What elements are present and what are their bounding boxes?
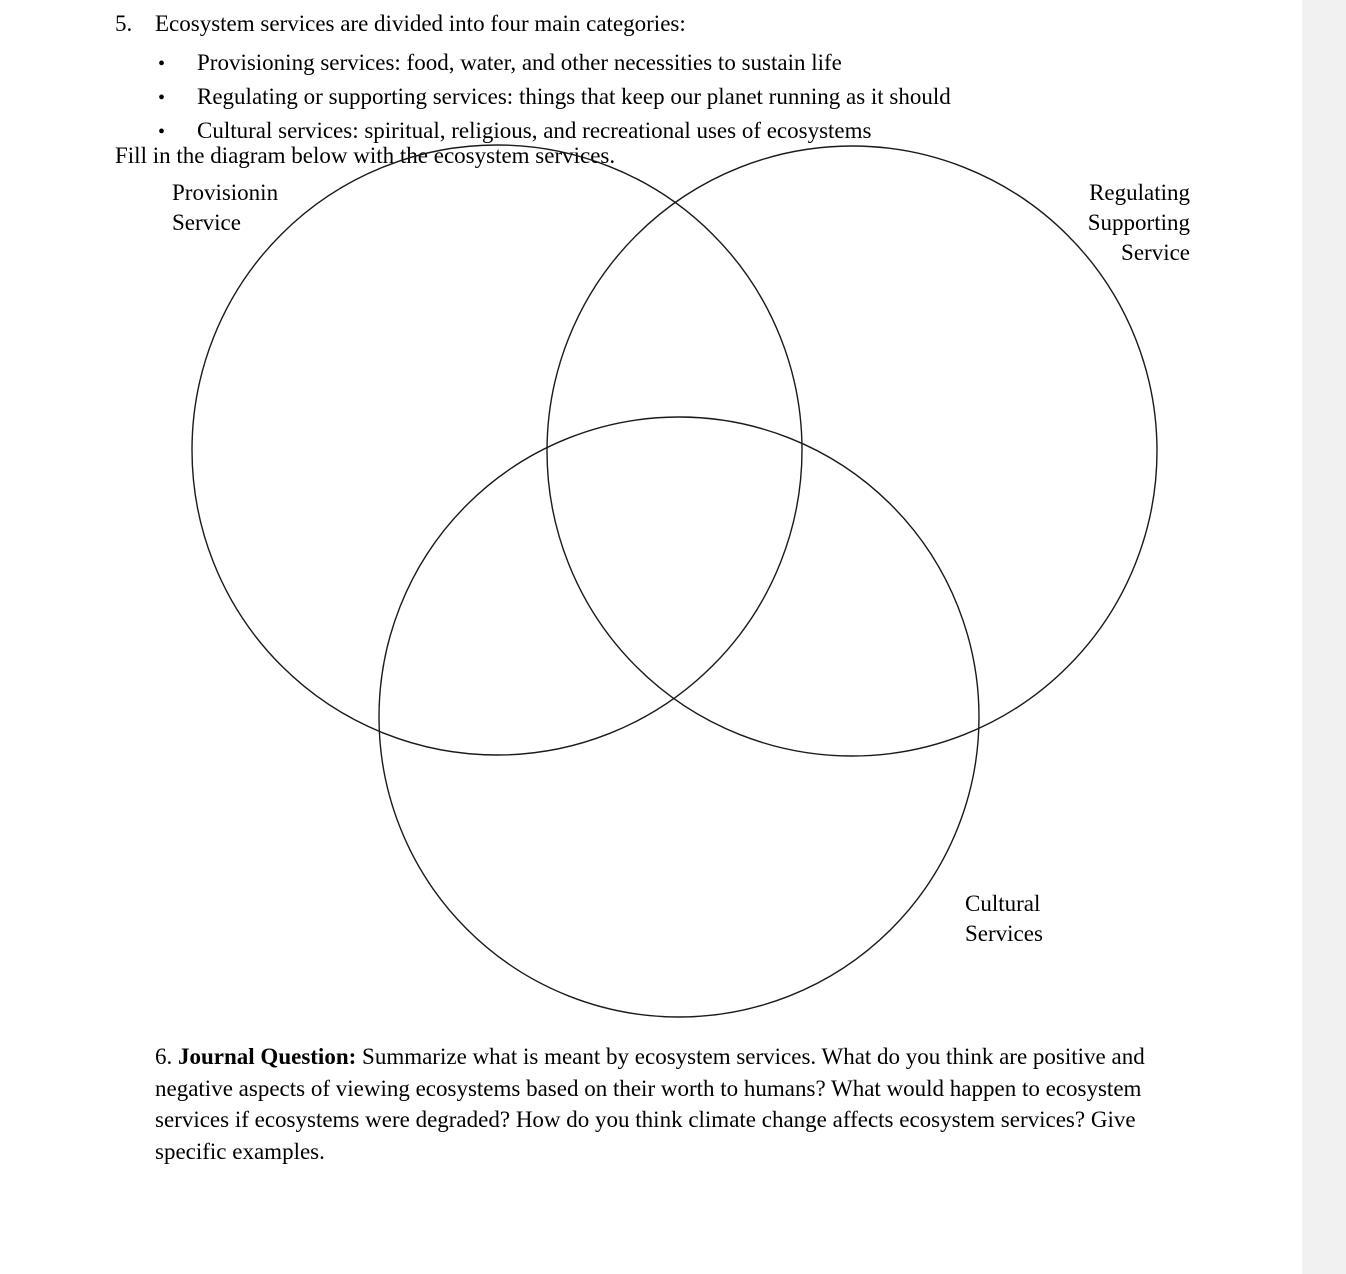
bullet-text-provisioning: Provisioning services: food, water, and other necessities to sustain life xyxy=(197,50,842,75)
venn-label-provisioning xyxy=(172,178,278,238)
journal-question-paragraph xyxy=(155,1041,1197,1167)
bullet-text-regulating: Regulating or supporting services: things that keep our planet running as it should xyxy=(197,84,951,109)
venn-label-cultural-line2: Services xyxy=(965,921,1043,946)
journal-question-text: Summarize what is meant by ecosystem services. What do you think are positive and negative aspects of viewing ecosystems based on their worth to humans? What would happen to ecosystem services if ecosystems were degraded? How do you think climate change affects ecosystem services? Give specific examples. xyxy=(155,1044,1145,1164)
venn-label-cultural xyxy=(965,889,1043,949)
venn-label-regulating xyxy=(1088,178,1190,268)
item5-number: 5. xyxy=(115,11,133,36)
venn-label-regulating-line1: Regulating xyxy=(1089,180,1190,205)
bullet-text-cultural: Cultural services: spiritual, religious, and recreational uses of ecosystems xyxy=(197,118,872,143)
venn-circle-cultural xyxy=(379,417,979,1017)
item5-heading-text: Ecosystem services are divided into four main categories: xyxy=(155,11,686,36)
venn-label-cultural-line1: Cultural xyxy=(965,891,1041,916)
page-edge-strip xyxy=(1302,0,1346,1274)
bullet-icon: • xyxy=(158,53,166,75)
venn-circle-regulating xyxy=(547,146,1157,756)
fill-instruction: Fill in the diagram below with the ecosystem services. xyxy=(115,143,616,168)
bullet-icon: • xyxy=(158,121,166,143)
venn-label-regulating-line2: Supporting xyxy=(1087,210,1190,235)
item6-number: 6. xyxy=(155,1044,173,1069)
venn-label-regulating-line3: Service xyxy=(1121,240,1190,265)
bullet-icon: • xyxy=(158,87,166,109)
venn-label-provisioning-line2: Service xyxy=(172,210,241,235)
venn-label-provisioning-line1: Provisionin xyxy=(172,180,279,205)
journal-question-label: Journal Question: xyxy=(178,1044,357,1069)
venn-circle-provisioning xyxy=(192,145,802,755)
